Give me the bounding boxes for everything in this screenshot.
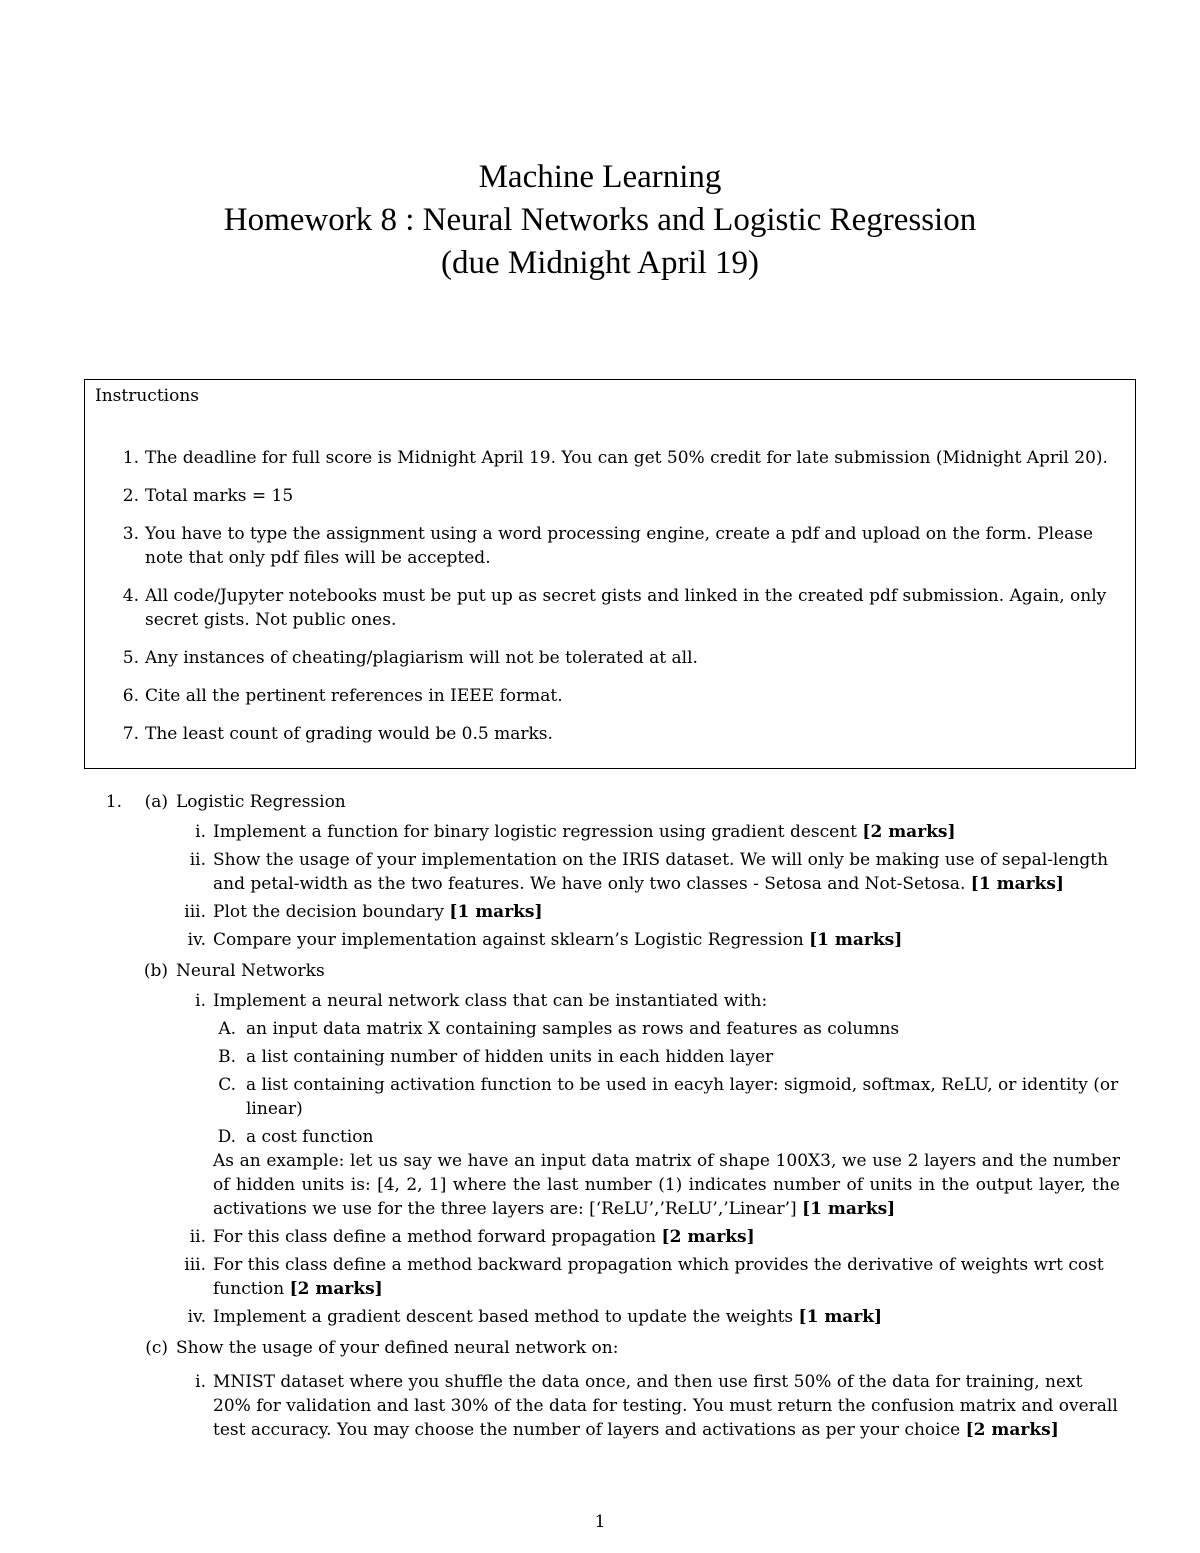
sub-item-letter: C. xyxy=(218,1075,236,1095)
item-number: i. xyxy=(195,822,206,842)
question-item xyxy=(100,1370,1120,1442)
item-marks: [2 marks] xyxy=(965,1420,1059,1440)
question-number: 1. xyxy=(105,792,122,812)
instruction-number: 3. xyxy=(122,524,139,544)
instruction-item xyxy=(115,722,1115,746)
sub-item xyxy=(100,1125,1120,1149)
question-item xyxy=(100,820,1120,844)
item-marks: [2 marks] xyxy=(289,1279,383,1299)
sub-item-letter: A. xyxy=(218,1019,236,1039)
instruction-item xyxy=(115,446,1115,470)
item-number: iv. xyxy=(187,930,206,950)
sub-item-text: a list containing number of hidden units in each hidden layer xyxy=(246,1047,774,1067)
example-marks: [1 marks] xyxy=(802,1199,896,1219)
instruction-number: 1. xyxy=(122,448,139,468)
instruction-text: Total marks = 15 xyxy=(145,486,294,506)
item-number: iv. xyxy=(187,1307,206,1327)
part-label: (a) xyxy=(144,792,168,812)
questions-section xyxy=(100,790,1120,1442)
instruction-number: 7. xyxy=(122,724,139,744)
sub-item xyxy=(100,1045,1120,1069)
item-text: For this class define a method backward propagation which provides the derivative of weights wrt cost function xyxy=(213,1255,1104,1299)
instructions-title: Instructions xyxy=(95,386,199,406)
item-marks: [2 marks] xyxy=(661,1227,755,1247)
part-title: Logistic Regression xyxy=(176,792,346,812)
item-number: iii. xyxy=(184,902,206,922)
example-text: As an example: let us say we have an input data matrix of shape 100X3, we use 2 layers and the number of hidden units is: [4, 2, 1] where the last number (1) indicates number of units in the output layer, the activations we use for the three layers are: [‘ReLU’,’ReLU’,’Linear’] xyxy=(213,1151,1120,1219)
item-marks: [2 marks] xyxy=(862,822,956,842)
instruction-text: The least count of grading would be 0.5 marks. xyxy=(145,724,553,744)
item-text: Implement a gradient descent based method to update the weights xyxy=(213,1307,799,1327)
sub-item xyxy=(100,1017,1120,1041)
instruction-item xyxy=(115,646,1115,670)
item-number: iii. xyxy=(184,1255,206,1275)
document-title xyxy=(0,156,1200,285)
instruction-text: The deadline for full score is Midnight April 19. You can get 50% credit for late submission (Midnight April 20). xyxy=(145,448,1108,468)
part-title: Show the usage of your defined neural network on: xyxy=(176,1338,619,1358)
question-item xyxy=(100,848,1120,896)
item-marks: [1 marks] xyxy=(809,930,903,950)
due-date: (due Midnight April 19) xyxy=(440,245,760,281)
instruction-item xyxy=(115,522,1115,570)
question-c-heading xyxy=(100,1336,1120,1360)
instruction-number: 2. xyxy=(122,486,139,506)
item-marks: [1 marks] xyxy=(970,874,1064,894)
item-number: i. xyxy=(195,1372,206,1392)
page-number: 1 xyxy=(594,1512,606,1532)
course-title: Machine Learning xyxy=(478,159,722,195)
instruction-number: 6. xyxy=(122,686,139,706)
question-item xyxy=(100,1225,1120,1249)
sub-item-text: an input data matrix X containing samples as rows and features as columns xyxy=(246,1019,900,1039)
part-title: Neural Networks xyxy=(176,961,325,981)
instruction-item xyxy=(115,484,1115,508)
item-text: Compare your implementation against sklearn’s Logistic Regression xyxy=(213,930,810,950)
item-text: MNIST dataset where you shuffle the data once, and then use first 50% of the data for training, next 20% for validation and last 30% of the data for testing. You must return the confusion matrix and overall test accuracy. You may choose the number of layers and activations as per your choice xyxy=(213,1372,1118,1440)
homework-title: Homework 8 : Neural Networks and Logistic Regression xyxy=(223,202,977,238)
item-text: Plot the decision boundary xyxy=(213,902,450,922)
instruction-text: You have to type the assignment using a word processing engine, create a pdf and upload on the form. Please note that only pdf files will be accepted. xyxy=(145,524,1094,568)
item-number: ii. xyxy=(189,850,206,870)
instruction-item xyxy=(115,584,1115,632)
instructions-list xyxy=(115,446,1115,760)
question-item xyxy=(100,1305,1120,1329)
sub-item-letter: D. xyxy=(217,1127,236,1147)
instruction-text: All code/Jupyter notebooks must be put up as secret gists and linked in the created pdf submission. Again, only secret gists. Not public ones. xyxy=(145,586,1107,630)
sub-item-letter: B. xyxy=(218,1047,236,1067)
question-a-heading xyxy=(100,790,1120,814)
item-text: Implement a neural network class that can be instantiated with: xyxy=(213,991,768,1011)
question-item xyxy=(100,928,1120,952)
instructions-box xyxy=(84,379,1136,769)
question-b-heading xyxy=(100,959,1120,983)
question-item xyxy=(100,989,1120,1013)
question-item xyxy=(100,1253,1120,1301)
item-marks: [1 marks] xyxy=(449,902,543,922)
sub-item-text: a cost function xyxy=(246,1127,374,1147)
item-marks: [1 mark] xyxy=(798,1307,883,1327)
instruction-number: 4. xyxy=(122,586,139,606)
part-label: (b) xyxy=(143,961,168,981)
instruction-text: Cite all the pertinent references in IEEE format. xyxy=(145,686,563,706)
item-text: Show the usage of your implementation on the IRIS dataset. We will only be making use of sepal-length and petal-width as the two features. We have only two classes - Setosa and Not-Setosa. xyxy=(213,850,1109,894)
item-number: ii. xyxy=(189,1227,206,1247)
item-text: For this class define a method forward propagation xyxy=(213,1227,662,1247)
instruction-number: 5. xyxy=(122,648,139,668)
item-number: i. xyxy=(195,991,206,1011)
example-paragraph xyxy=(100,1149,1120,1221)
question-item xyxy=(100,900,1120,924)
part-label: (c) xyxy=(145,1338,168,1358)
instruction-text: Any instances of cheating/plagiarism will not be tolerated at all. xyxy=(145,648,698,668)
sub-item xyxy=(100,1073,1120,1121)
sub-item-text: a list containing activation function to be used in eacyh layer: sigmoid, softmax, ReLU, or identity (or linear) xyxy=(246,1075,1119,1119)
item-text: Implement a function for binary logistic regression using gradient descent xyxy=(213,822,863,842)
instruction-item xyxy=(115,684,1115,708)
